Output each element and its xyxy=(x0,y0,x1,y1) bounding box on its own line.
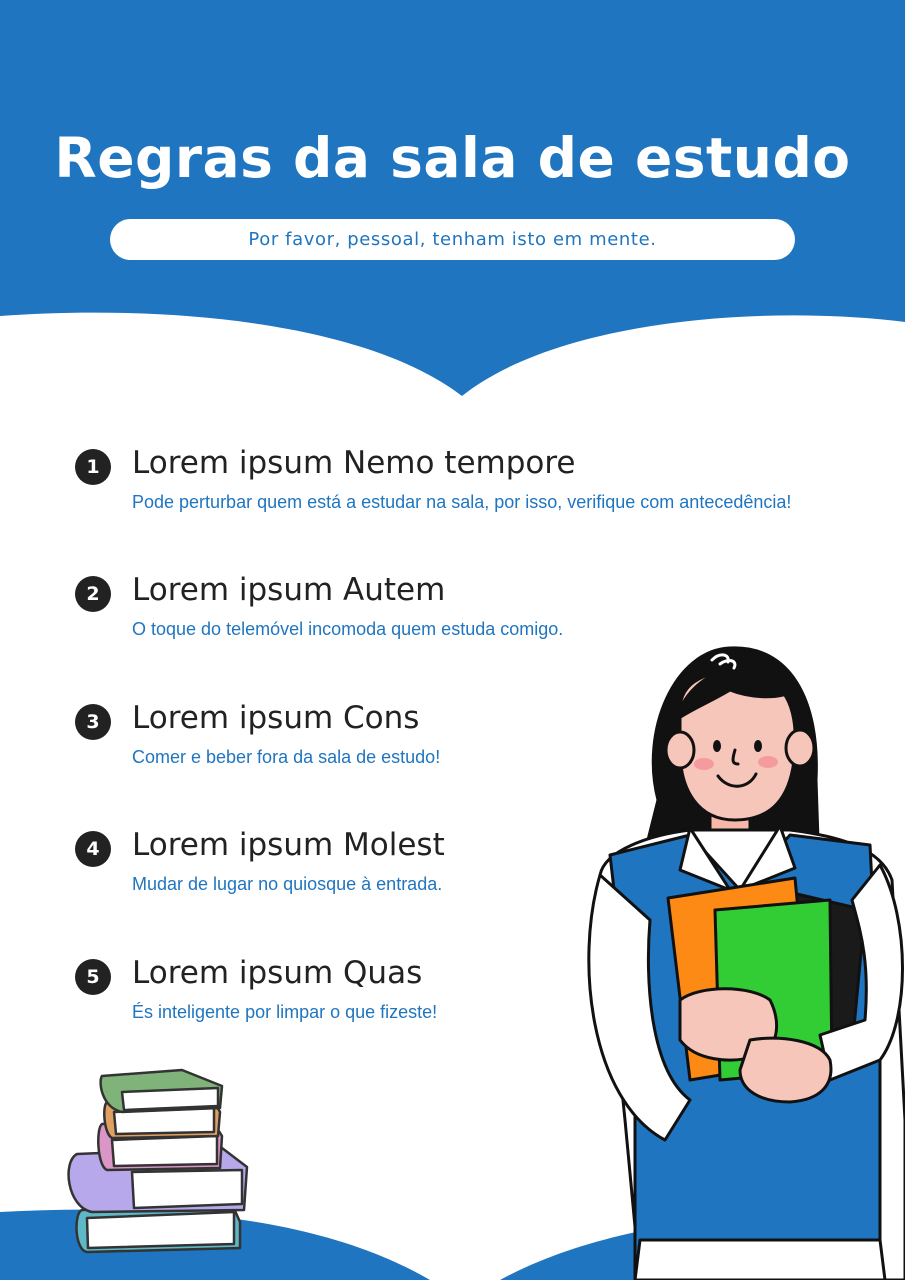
rule-title: Lorem ipsum Quas xyxy=(132,955,423,991)
student-illustration xyxy=(580,640,905,1280)
rule-title: Lorem ipsum Nemo tempore xyxy=(132,445,576,481)
rule-number-badge: 5 xyxy=(75,959,111,995)
rule-title: Lorem ipsum Cons xyxy=(132,700,420,736)
rule-number-badge: 1 xyxy=(75,449,111,485)
page-title: Regras da sala de estudo xyxy=(54,126,851,190)
rule-title: Lorem ipsum Autem xyxy=(132,572,446,608)
rule-description: Pode perturbar quem está a estudar na sala, por isso, verifique com antecedência! xyxy=(132,492,792,512)
rule-title: Lorem ipsum Molest xyxy=(132,827,445,863)
subtitle-pill xyxy=(110,219,795,260)
book-stack-illustration xyxy=(62,1062,262,1262)
header-banner xyxy=(0,0,905,396)
rule-description: Mudar de lugar no quiosque à entrada. xyxy=(132,874,443,894)
subtitle-text: Por favor, pessoal, tenham isto em mente. xyxy=(248,229,657,250)
rule-description: O toque do telemóvel incomoda quem estuda comigo. xyxy=(132,619,564,639)
rule-description: És inteligente por limpar o que fizeste! xyxy=(132,1002,438,1022)
rule-number-badge: 4 xyxy=(75,831,111,867)
rule-number-badge: 2 xyxy=(75,576,111,612)
rule-description: Comer e beber fora da sala de estudo! xyxy=(132,747,441,767)
rule-number-badge: 3 xyxy=(75,704,111,740)
